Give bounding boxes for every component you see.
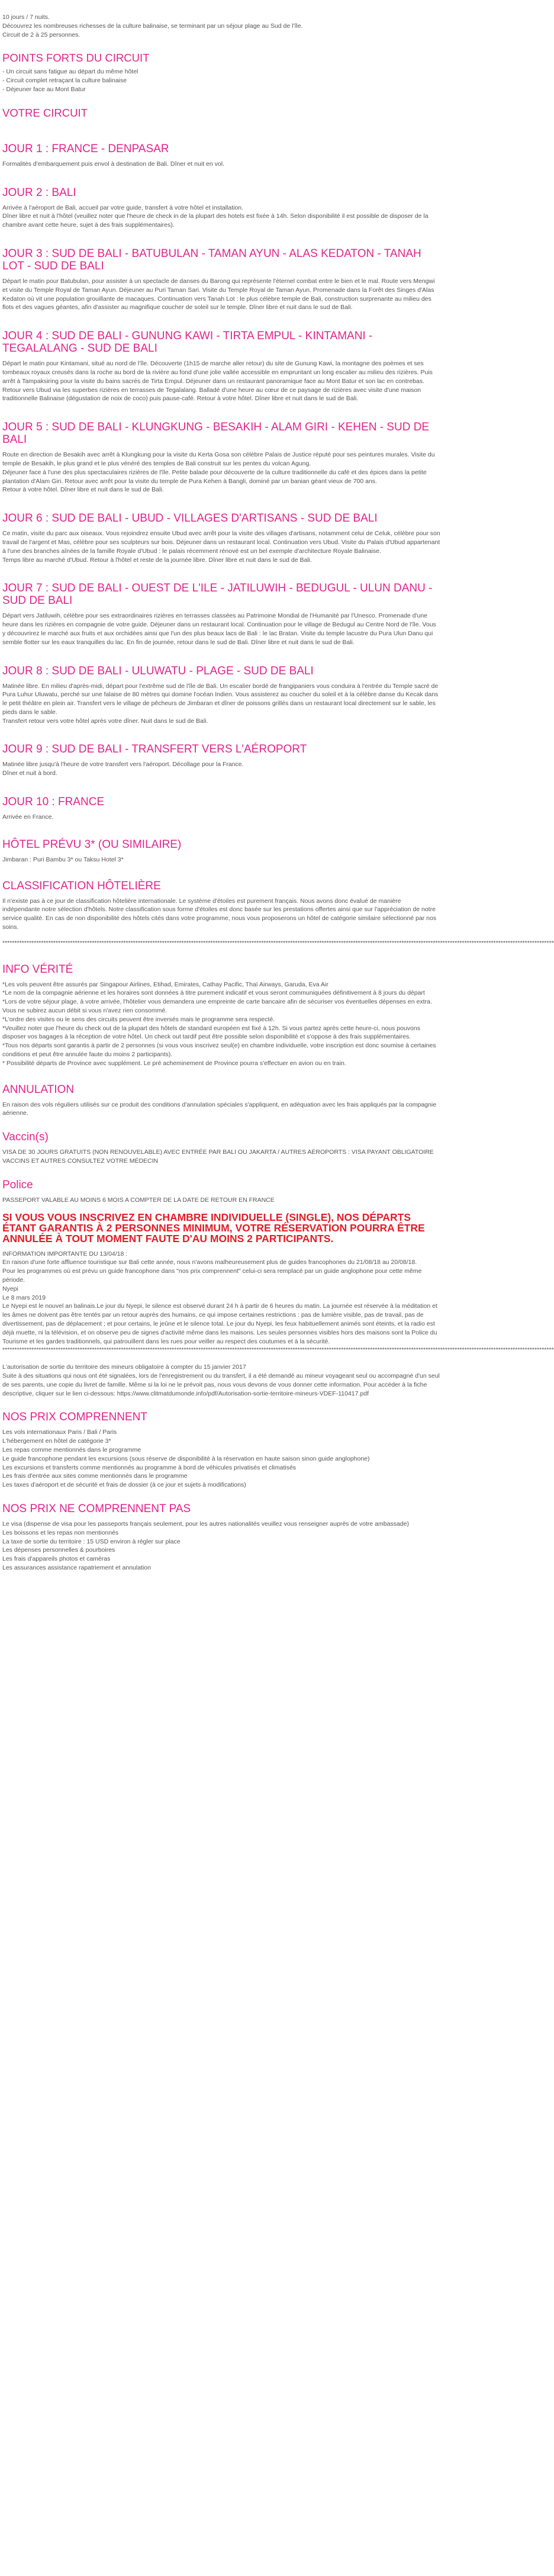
day-5 <box>2 421 440 494</box>
intro-text: Découvrez les nombreuses richesses de la culture balinaise, se terminant par un séjour plage au Sud de l'île. <box>2 22 303 30</box>
day-title: JOUR 10 : FRANCE <box>2 796 105 809</box>
annulation-text: En raison des vols réguliers utilisés sur ce produit des conditions d'annulation spéciales s'appliquent, en adéquation avec les frais appliqués par la compagnie aérienne. <box>2 1101 437 1117</box>
list-item: Les vols internationaux Paris / Bali / Paris <box>2 1429 117 1436</box>
points-forts-item: - Déjeuner face au Mont Batur <box>2 85 86 93</box>
day-8 <box>2 665 440 726</box>
day-text: Route en direction de Besakih avec arrêt à Klungkung pour la visite du Kerta Gosa son célèbre Palais de Justice réputé pour ses peintures murales. Visite du temple de Besakih, le plus grand et le plus vénéré des temples de Bali construit sur les pentes du volcan Agung. Déjeuner face à l'une des plus spectaculaires rizières de l'île. Petite balade pour découverte de la culture traditionnelle du café et des épices dans la petite plantation d'Alam Giri. Retour avec arrêt pour la visite du temple de Pura Kehen à Bangli, dominé par un banian géant vieux de 700 ans. Retour à votre hôtel. Dîner libre et nuit dans le sud de Bali. <box>2 451 435 494</box>
intro-circuit: Circuit de 2 à 25 personnes. <box>2 31 80 38</box>
points-forts-title: POINTS FORTS DU CIRCUIT <box>2 52 150 65</box>
classification-title: CLASSIFICATION HÔTELIÈRE <box>2 879 161 892</box>
prix-comprennent-list <box>2 1428 440 1490</box>
day-text: Départ le matin pour Kintamani, situé au nord de l'île. Découverte (1h15 de marche aller retour) du site de Gunung Kawi, la montagne des poèmes et ses tombeaux royaux creusés dans la roche au bord de la rivière au fond d'une jolie vallée accessible en empruntant un long escalier au milieu des rizières. Puis arrêt à Tampaksiring pour la visite du bains sacrés de Tirta Empul. Déjeuner dans un restaurant panoramique face au Mont Batur et son lac en contrebas. Retour vers Ubud via les superbes rizières en terrasses de Tegalalang. Balladé d'une heure au cœur de ce paysage de rizières avec visite d'une maison traditionnelle Balinaise (dégustation de noix de coco) puis pause-café. Retour à votre hôtel. Dîner libre et nuit dans le sud de Bali. <box>2 360 433 403</box>
day-title: JOUR 2 : BALI <box>2 186 76 199</box>
day-title: JOUR 5 : SUD DE BALI - KLUNGKUNG - BESAKIH - ALAM GIRI - KEHEN - SUD DE BALI <box>2 421 430 446</box>
info-verite-text: *Les vols peuvent être assurés par Singapour Airlines, Etihad, Emirates, Cathay Pacific, Thaï Airways, Garuda, Eva Air *Le nom de la compagnie aérienne et les horaires sont données à titre purement indicatif et vous seront communiquées définitivement à 8 jours du départ *Lors de votre séjour plage, à votre arrivée, l'hôtelier vous demandera une empreinte de carte bancaire afin de sécuriser vos éventuelles dépenses en extra. Vous ne subirez aucun débit si vous n'avez rien consommé. *L'ordre des visites ou le sens des circuits peuvent être inversés mais le programme sera respecté. *Veuillez noter que l'heure du check out de la plupart des hôtels de standard européen est fixé à 12h. Si vous partez après cette heure-ci, nous pouvons disposer vos bagages à la réception de votre hôtel. Un check out tardif peut être possible selon disponibilité et s'oppose à des frais supplémentaires. *Tous nos départs sont garantis à partir de 2 personnes (si vous vous inscrivez seul(e) en chambre individuelle, votre inscription est donc soumise à certaines conditions et peut être annulée faute du moins 2 participants). * Possibilité départs de Province avec supplément. Le pré acheminement de Province pourra s'effectuer en avion ou en train. <box>2 980 436 1067</box>
intro-duration: 10 jours / 7 nuits. <box>2 14 50 21</box>
hotel-title: HÔTEL PRÉVU 3* (OU SIMILAIRE) <box>2 838 182 851</box>
day-text: Arrivée à l'aéroport de Bali, accueil par votre guide, transfert à votre hôtel et installation. Dîner libre et nuit à l'hôtel (veuillez noter que l'heure de check in de la plupart des hotels est fixée à 14h. Selon disponibilité il est possible de disposer de la chambre avant cette heure, sujet à des frais supplémentaires). <box>2 204 429 229</box>
list-item: Les taxes d'aéroport et de sécurité et frais de dossier (à ce jour et sujets à modifications) <box>2 1481 246 1489</box>
autorisation-sortie: L'autorisation de sortie du territoire des mineurs obligatoire à compter du 15 janvier 2017 Suite à des situations qui nous ont été signalées, lors de l'enregistrement ou du transfert, il a été demandé au mineur voyageant seul ou accompagné d'un seul de ses parents, une copie du livret de famille. Même si la loi ne le prévoit pas, nous vous devons de vous donner cette information. Pour accéder à la fiche descriptive, cliquer sur le lien ci-dessous: https://www.clitmatdumonde.info/pdf/Autorisation-sortie-territoire-mineurs-VDEF-110417.pdf <box>2 1363 440 1397</box>
day-3 <box>2 247 440 312</box>
classification-text: Il n'existe pas à ce jour de classification hôtelière internationale. Le système d'étoiles est purement français. Nous avons donc évalué de manière indépendante notre sélection d'hôtels. Notre classification sous forme d'étoiles est donc basée sur les prestations offertes ainsi que sur l'appréciation de notre service qualité. En cas de non disponibilité des hôtels cités dans votre programme, nous vous proposerons un hôtel de catégorie similaire sélectionné par nos soins. <box>2 897 437 931</box>
list-item: Le guide francophone pendant les excursions (sous réserve de disponibilité à la réservation en haute saison sinon guide anglophone) <box>2 1455 370 1462</box>
prix-ne-comprennent-title: NOS PRIX NE COMPRENNENT PAS <box>2 1502 191 1515</box>
prix-comprennent-title: NOS PRIX COMPRENNENT <box>2 1411 147 1424</box>
police-text: PASSEPORT VALABLE AU MOINS 6 MOIS A COMPTER DE LA DATE DE RETOUR EN FRANCE <box>2 1196 275 1204</box>
day-7 <box>2 582 440 647</box>
day-10 <box>2 796 440 822</box>
list-item: Les frais d'appareils photos et caméras <box>2 1555 111 1563</box>
list-item: Les dépenses personnelles & pourboires <box>2 1546 115 1554</box>
hotel-text: Jimbaran : Puri Bambu 3* ou Taksu Hotel 3* <box>2 856 124 863</box>
vaccins-text: VISA DE 30 JOURS GRATUITS (NON RENOUVELABLE) AVEC ENTRÉE PAR BALI OU JAKARTA / AUTRES AÉROPORTS : VISA PAYANT OBLIGATOIRE VACCINS ET AUTRES CONSULTEZ VOTRE MÉDECIN <box>2 1149 434 1165</box>
prix-comprennent-section <box>2 1411 440 1490</box>
information-importante: INFORMATION IMPORTANTE DU 13/04/18 : En raison d'une forte affluence touristique sur Bali cette année, nous n'avons malheureusement plus de guides francophones du 21/08/18 au 20/08/18. Pour les programmes où est prévu un guide francophone dans "nos prix comprennent" celui-ci sera remplacé par un guide anglophone pour cette même période. Nyepi Le 8 mars 2019 Le Nyepi est le nouvel an balinais.Le jour du Nyepi, le silence est observé durant 24 h à partir de 6 heures du matin. La journée est réservée à la méditation et les âmes ne doivent pas être tentés par un retour auprès des humains, ce qui impose certaines restrictions : pas de lumière visible, pas de travail, pas de divertissement, pas de déplacement ; et pour certains, le jeûne et le silence total. Le jour du Nyepi, les feux habituellement animés sont éteints, et la radio est déjà muette, ni la télévision, et on observe peu de signes d'activité même dans les maisons. Les seules personnes visibles hors des maisons sont la Police du Tourisme et les gardes traditionnels, qui patrouillent dans les rues pour veiller au respect des coutumes et à la sécurité. <box>2 1250 437 1345</box>
day-4 <box>2 330 440 403</box>
day-9 <box>2 743 440 778</box>
day-text: Ce matin, visite du parc aux oiseaux. Vous rejoindrez ensuite Ubud avec arrêt pour la visite des villages d'artisans, notamment celui de Celuk, célèbre pour son travail de l'argent et Mas, célèbre pour ses sculpteurs sur bois. Déjeuner dans un restaurant local. Continuation vers Ubud. Visite du Palais d'Ubud appartenant à l'une des branches aînées de la famille Royale d'Ubud : le palais récemment rénové est un bel exemple d'architecture Royale Balinaise. Temps libre au marché d'Ubud. Retour à l'hôtel et reste de la journée libre. Dîner libre et nuit dans le sud de Bali. <box>2 530 440 564</box>
stars-separator: ************************************************************************************************************************************************************************************************************************************ <box>2 1346 554 1354</box>
points-forts <box>2 52 440 94</box>
annulation-section <box>2 1083 440 1118</box>
list-item: Les frais d'entrée aux sites comme mentionnés dans le programme <box>2 1472 188 1480</box>
day-title: JOUR 7 : SUD DE BALI - OUEST DE L'ILE - JATILUWIH - BEDUGUL - ULUN DANU - SUD DE BALI <box>2 582 433 607</box>
list-item: Le visa (dispense de visa pour les passeports français seulement, pour les autres nationalités veuillez vous renseigner auprès de votre ambassade) <box>2 1520 409 1527</box>
day-text: Formalités d'embarquement puis envol à destination de Bali. Dîner et nuit en vol. <box>2 160 224 168</box>
points-forts-list <box>2 67 440 94</box>
info-verite-title: INFO VÉRITÉ <box>2 963 73 976</box>
day-title: JOUR 6 : SUD DE BALI - UBUD - VILLAGES D'ARTISANS - SUD DE BALI <box>2 512 378 525</box>
day-title: JOUR 3 : SUD DE BALI - BATUBULAN - TAMAN AYUN - ALAS KEDATON - TANAH LOT - SUD DE BALI <box>2 247 421 272</box>
day-text: Matinée libre jusqu'à l'heure de votre transfert vers l'aéroport. Décollage pour la France. Dîner et nuit à bord. <box>2 761 244 777</box>
day-6 <box>2 512 440 564</box>
votre-circuit-title: VOTRE CIRCUIT <box>2 106 88 119</box>
points-forts-item: - Un circuit sans fatigue au départ du même hôtel <box>2 68 138 76</box>
day-title: JOUR 1 : FRANCE - DENPASAR <box>2 142 169 155</box>
list-item: Les assurances assistance rapatriement et annulation <box>2 1564 151 1571</box>
classification-section <box>2 880 440 932</box>
day-title: JOUR 9 : SUD DE BALI - TRANSFERT VERS L'AÉROPORT <box>2 743 307 756</box>
day-1 <box>2 143 440 169</box>
hotel-section <box>2 838 440 864</box>
day-text: Arrivée en France. <box>2 813 54 821</box>
list-item: Les repas comme mentionnés dans le programme <box>2 1446 141 1453</box>
list-item: Les boissons et les repas non mentionnés <box>2 1529 119 1536</box>
points-forts-item: - Circuit complet retraçant la culture balinaise <box>2 77 127 85</box>
vaccins-title: Vaccin(s) <box>2 1131 49 1144</box>
day-2 <box>2 186 440 230</box>
day-text: Départ le matin pour Batubulan, pour assister à un spectacle de danses du Barong qui représente l'éternel combat entre le bien et le mal. Route vers Mengwi et visite du Temple Royal de Taman Ayun. Déjeuner au Puri Taman Sari. Visite du Temple Royal de Taman Ayun. Promenade dans la Forêt des Singes d'Alas Kedaton où vit une population grouillante de macaques. Continuation vers Tanah Lot : le plus célèbre temple de Bali, construction surprenante au milieu des flots et des vagues géantes, afin d'assister au magnifique coucher de soleil sur le temple. Dîner libre et nuit dans le sud de Bali. <box>2 277 435 311</box>
list-item: L'hébergement en hôtel de catégorie 3* <box>2 1437 111 1445</box>
day-text: Matinée libre. En milieu d'après-midi, départ pour l'extrême sud de l'île de Bali. Un escalier bordé de frangipaniers vous conduira à l'entrée du Temple sacré de Pura Luhur Uluwatu, perché sur une falaise de 80 mètres qui domine l'océan Indien. Vous assisterez au coucher du soleil et à la célèbre danse du Kecak dans le petit théâtre en plein air. Transfert vers le village de pêcheurs de Jimbaran et dîner de poissons grillés dans un restaurant local directement sur le sable, les pieds dans le sable. Transfert retour vers votre hôtel après votre dîner. Nuit dans le sud de Bali. <box>2 682 439 725</box>
info-verite-section <box>2 963 440 1068</box>
annulation-title: ANNULATION <box>2 1083 75 1096</box>
vaccins-section <box>2 1131 440 1166</box>
prix-ne-comprennent-section <box>2 1503 440 1572</box>
single-room-alert: SI VOUS VOUS INSCRIVEZ EN CHAMBRE INDIVIDUELLE (SINGLE), NOS DÉPARTS ÉTANT GARANTIS À 2 PERSONNES MINIMUM, VOTRE RÉSERVATION POURRA ÊTRE ANNULÉE À TOUT MOMENT FAUTE D'AU MOINS 2 PARTICIPANTS. <box>2 1211 425 1244</box>
day-text: Départ vers Jatiluwih, célèbre pour ses extraordinaires rizières en terrasses classées au Patrimoine Mondial de l'Humanité par l'Unesco. Promenade d'une heure dans les rizières en compagnie de votre guide. Déjeuner dans un restaurant local. Continuation pour le village de Bedugul au Centre Nord de l'île. Vous y découvrirez le marché aux fruits et aux orchidées ainsi que l'un des plus beaux lacs de Bali : le lac Bratan. Visite du temple lacustre du Pura Ulun Danu qui semble flotter sur les eaux tranquilles du lac. En fin de journée, retour dans le sud de Bali. Dîner libre et nuit dans le sud de Bali. <box>2 612 436 646</box>
day-title: JOUR 4 : SUD DE BALI - GUNUNG KAWI - TIRTA EMPUL - KINTAMANI - TEGALALANG - SUD DE BALI <box>2 330 373 355</box>
list-item: La taxe de sortie du territoire : 15 USD environ à régler sur place <box>2 1538 181 1545</box>
intro <box>2 13 440 39</box>
stars-separator: ************************************************************************************************************************************************************************************************************************************ <box>2 939 554 947</box>
list-item: Les excursions et transferts comme mentionnés au programme à bord de véhicules privatisés et climatisés <box>2 1464 297 1471</box>
police-section <box>2 1179 440 1205</box>
police-title: Police <box>2 1178 33 1191</box>
prix-ne-comprennent-list <box>2 1520 440 1572</box>
votre-circuit <box>2 107 440 119</box>
day-title: JOUR 8 : SUD DE BALI - ULUWATU - PLAGE - SUD DE BALI <box>2 664 314 677</box>
